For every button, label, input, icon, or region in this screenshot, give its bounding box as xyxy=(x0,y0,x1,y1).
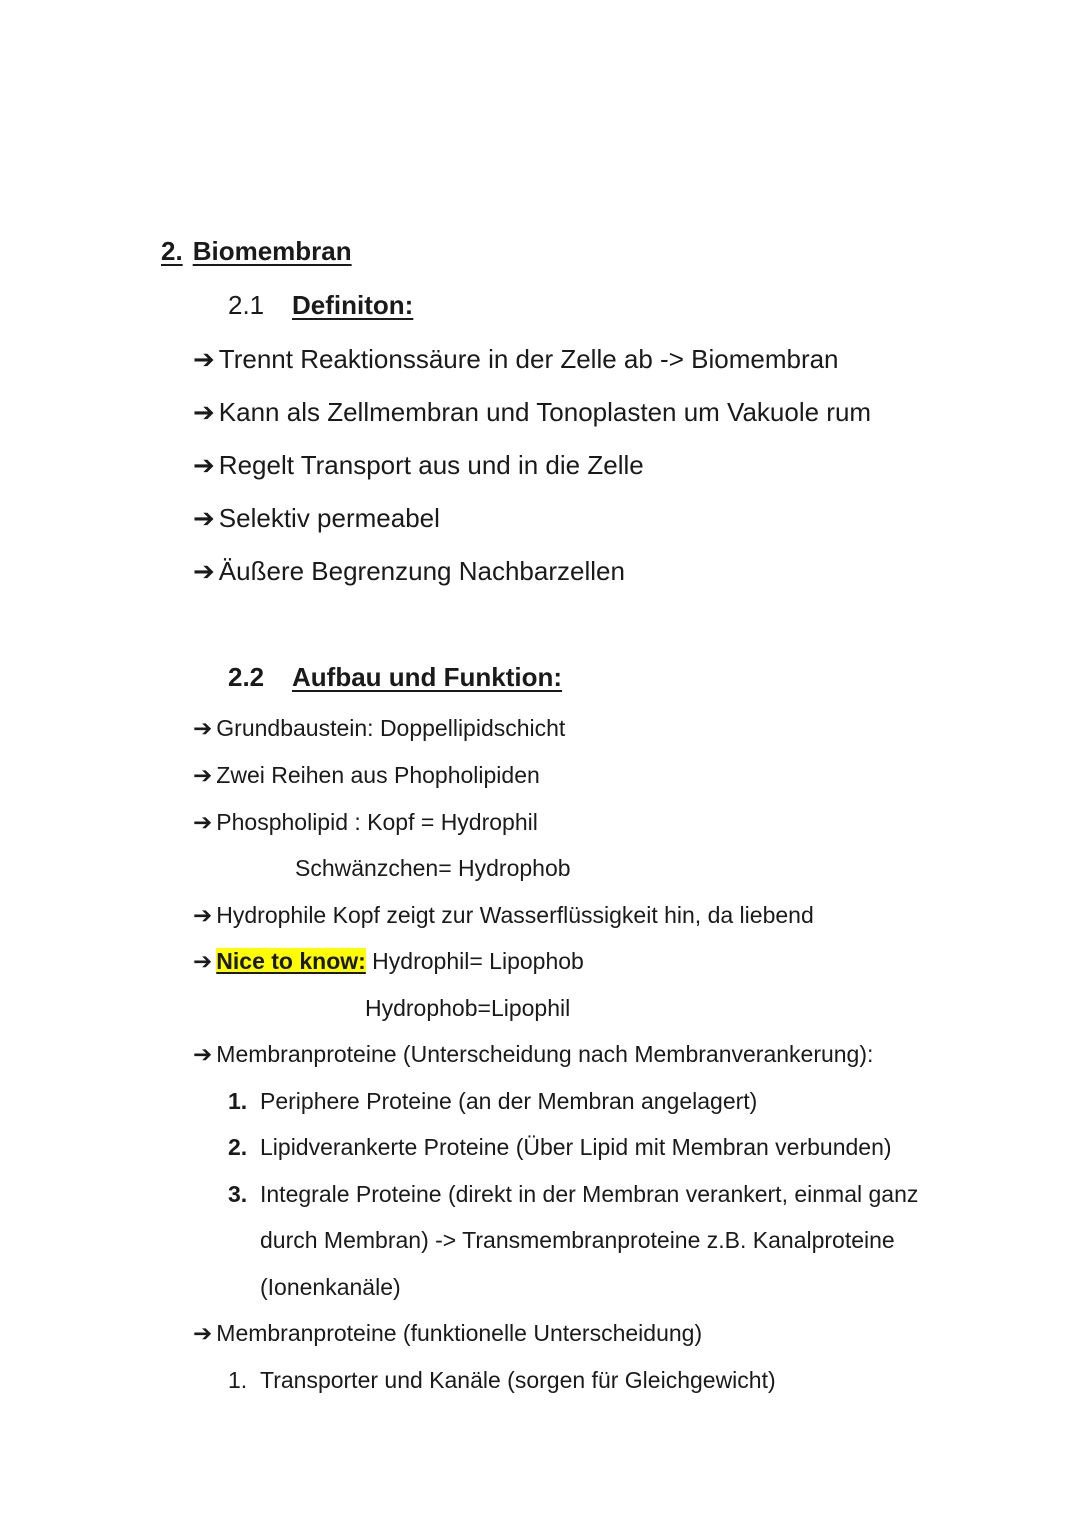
arrow-icon: ➔ xyxy=(193,344,215,374)
list-item: ➔ Kann als Zellmembran und Tonoplasten um Vakuole rum xyxy=(193,397,872,427)
subheading-number: 2.1 xyxy=(228,290,265,320)
list-item: ➔ Membranproteine (funktionelle Unterscheidung) xyxy=(193,1320,703,1346)
section-heading xyxy=(161,236,352,267)
section-title: Biomembran xyxy=(192,236,352,266)
list-item: ➔ Äußere Begrenzung Nachbarzellen xyxy=(193,556,625,586)
arrow-icon: ➔ xyxy=(193,762,213,788)
numbered-item: 2. Lipidverankerte Proteine (Über Lipid mit Membran verbunden) xyxy=(228,1134,892,1160)
list-item: ➔ Phospholipid : Kopf = Hydrophil xyxy=(193,809,538,835)
arrow-icon: ➔ xyxy=(193,1320,213,1346)
arrow-icon: ➔ xyxy=(193,809,213,835)
subheading-title: Definiton: xyxy=(292,290,414,320)
arrow-icon: ➔ xyxy=(193,397,215,427)
numbered-item: 1. Periphere Proteine (an der Membran angelagert) xyxy=(228,1088,758,1114)
arrow-icon: ➔ xyxy=(193,556,215,586)
continuation-line: durch Membran) -> Transmembranproteine z.B. Kanalproteine xyxy=(260,1227,895,1253)
nice-to-know: ➔ Nice to know: Hydrophil= Lipophob xyxy=(193,948,584,974)
list-item: ➔ Grundbaustein: Doppellipidschicht xyxy=(193,715,566,741)
arrow-icon: ➔ xyxy=(193,450,215,480)
numbered-item: 3. Integrale Proteine (direkt in der Membran verankert, einmal ganz xyxy=(228,1181,919,1207)
subheading-title: Aufbau und Funktion: xyxy=(292,662,563,692)
continuation-line: Hydrophob=Lipophil xyxy=(365,995,571,1021)
arrow-icon: ➔ xyxy=(193,948,213,974)
numbered-item: 1. Transporter und Kanäle (sorgen für Gleichgewicht) xyxy=(228,1367,776,1393)
list-item: ➔ Trennt Reaktionssäure in der Zelle ab -> Biomembran xyxy=(193,344,839,374)
list-item: ➔ Hydrophile Kopf zeigt zur Wasserflüssigkeit hin, da liebend xyxy=(193,902,814,928)
subheading-number: 2.2 xyxy=(228,662,265,692)
subheading-aufbau xyxy=(228,662,562,693)
list-item: ➔ Membranproteine (Unterscheidung nach Membranverankerung): xyxy=(193,1041,874,1067)
arrow-icon: ➔ xyxy=(193,902,213,928)
section-number: 2. xyxy=(161,236,183,266)
list-item: ➔ Zwei Reihen aus Phopholipiden xyxy=(193,762,540,788)
list-item: ➔ Selektiv permeabel xyxy=(193,503,440,533)
list-item: ➔ Regelt Transport aus und in die Zelle xyxy=(193,450,644,480)
arrow-icon: ➔ xyxy=(193,503,215,533)
continuation-line: (Ionenkanäle) xyxy=(260,1274,401,1300)
arrow-icon: ➔ xyxy=(193,715,213,741)
highlight-label: Nice to know: xyxy=(216,948,366,974)
arrow-icon: ➔ xyxy=(193,1041,213,1067)
continuation-line: Schwänzchen= Hydrophob xyxy=(295,855,571,881)
subheading-definition xyxy=(228,290,413,321)
